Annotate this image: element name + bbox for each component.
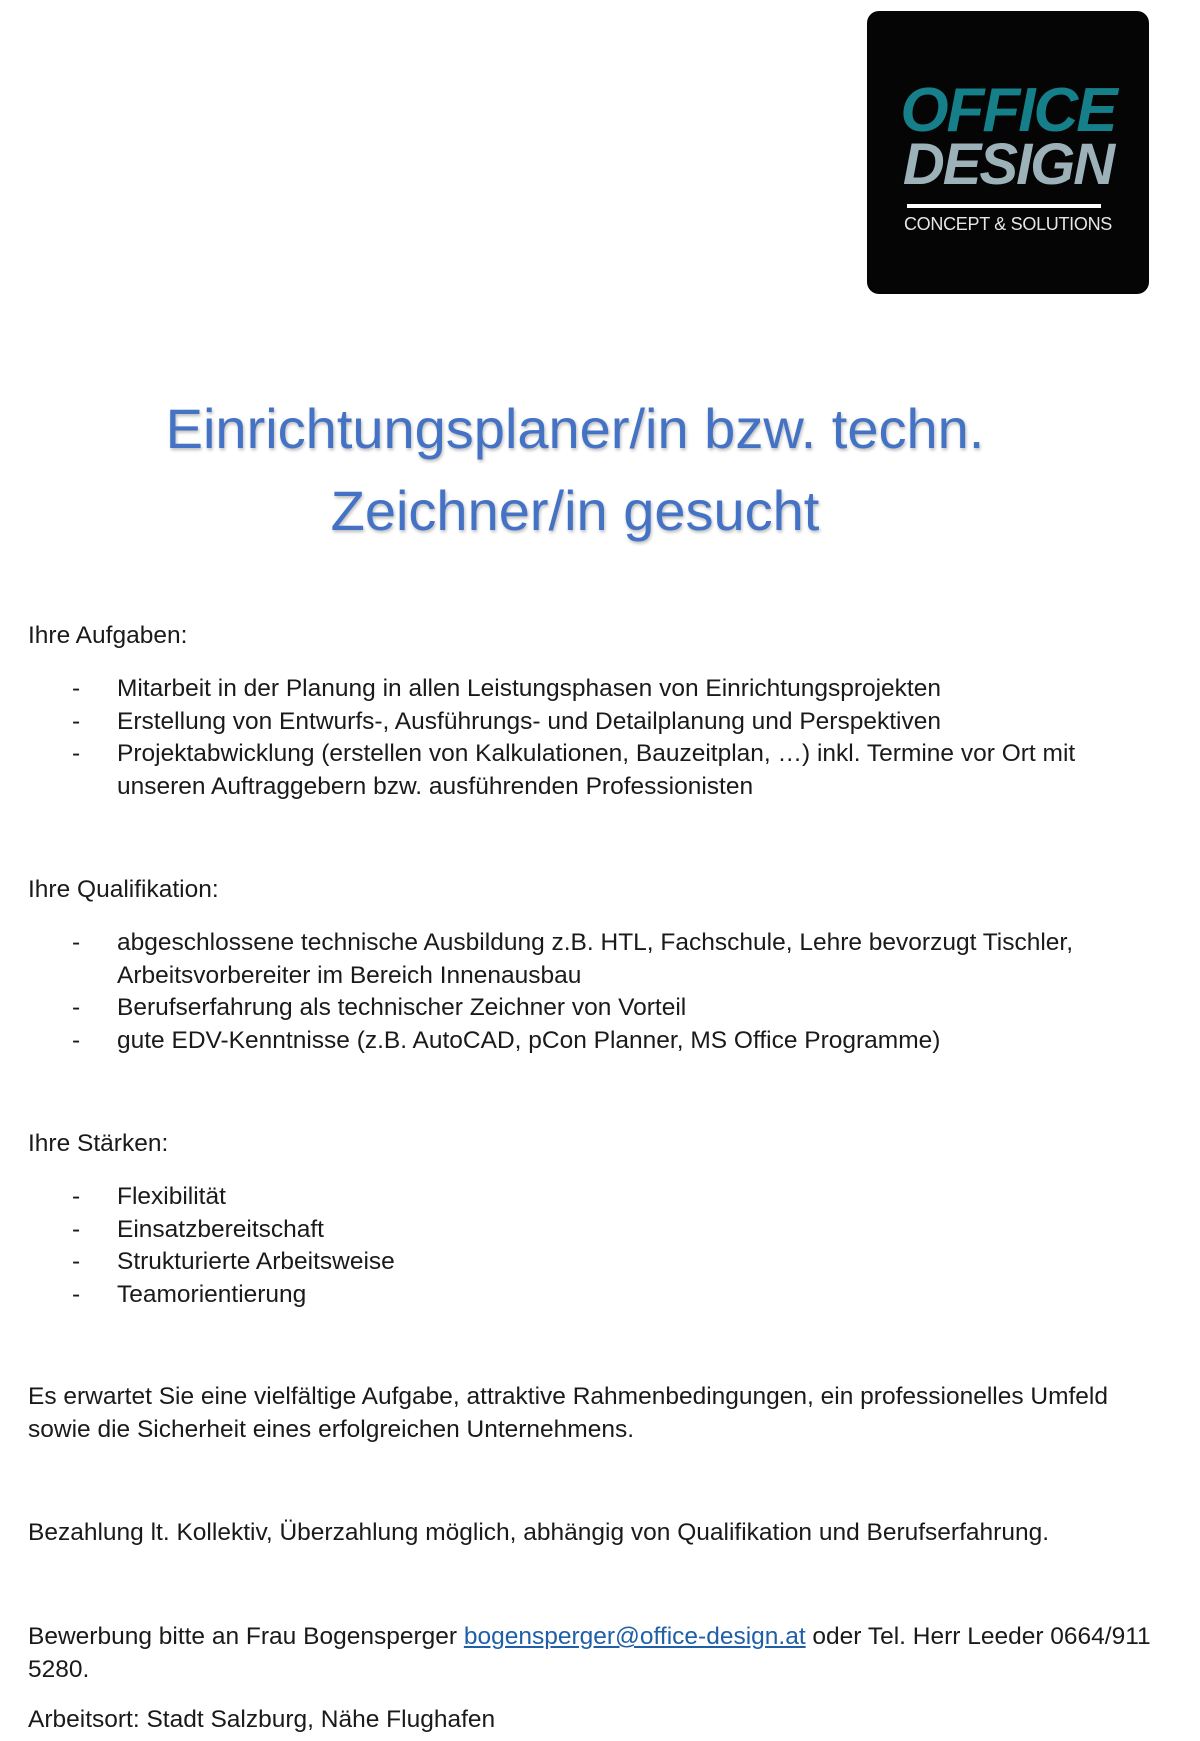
job-title-line-2: Zeichner/in gesucht	[330, 479, 820, 542]
salary-paragraph: Bezahlung lt. Kollektiv, Überzahlung möglich, abhängig von Qualifikation und Berufserfahrung.	[28, 1519, 1049, 1546]
dash-bullet: -	[72, 740, 81, 767]
job-title-line-1: Einrichtungsplaner/in bzw. techn.	[165, 397, 985, 460]
dash-bullet: -	[72, 707, 81, 735]
list-item	[0, 1181, 1180, 1214]
dash-bullet: -	[72, 675, 81, 702]
list-item-text: Erstellung von Entwurfs-, Ausführungs- und Detailplanung und Perspektiven	[117, 707, 941, 735]
contact-paragraph	[28, 1621, 1158, 1686]
list-item	[0, 1025, 1180, 1058]
list-item-text: Projektabwicklung (erstellen von Kalkulationen, Bauzeitplan, …) inkl. Termine vor Ort mit unseren Auftraggebern bzw. ausführenden Professionisten	[117, 740, 1076, 800]
work-location: Arbeitsort: Stadt Salzburg, Nähe Flughafen	[28, 1706, 496, 1733]
logo-tagline: CONCEPT & SOLUTIONS	[903, 214, 1112, 234]
dash-bullet: -	[72, 1183, 81, 1210]
dash-bullet: -	[72, 929, 81, 956]
list-item-text: Berufserfahrung als technischer Zeichner von Vorteil	[117, 994, 687, 1021]
dash-bullet: -	[72, 1280, 81, 1308]
job-title	[60, 388, 1090, 552]
contact-email-link[interactable]: bogensperger@office-design.at	[463, 1623, 806, 1650]
list-item	[0, 992, 1180, 1025]
list-item-text: Flexibilität	[117, 1183, 226, 1210]
dash-bullet: -	[72, 1026, 81, 1054]
logo-divider	[907, 204, 1101, 208]
list-item	[0, 673, 1180, 706]
dash-bullet: -	[72, 1248, 81, 1275]
list-item	[0, 706, 1180, 739]
list-item	[0, 1246, 1180, 1279]
company-logo	[867, 11, 1149, 294]
list-item-text: Einsatzbereitschaft	[117, 1215, 324, 1243]
list-item-text: Strukturierte Arbeitsweise	[117, 1248, 395, 1275]
contact-text-after: oder Tel. Herr Leeder 0664/911 5280.	[28, 1623, 1151, 1683]
section-heading-staerken: Ihre Stärken:	[28, 1130, 169, 1157]
list-item-text: Mitarbeit in der Planung in allen Leistungsphasen von Einrichtungsprojekten	[117, 675, 941, 702]
dash-bullet: -	[72, 1215, 81, 1243]
section-heading-qualifikation: Ihre Qualifikation:	[28, 876, 219, 903]
list-item	[0, 738, 1180, 803]
list-item-text: Teamorientierung	[117, 1280, 307, 1308]
contact-text-before: Bewerbung bitte an Frau Bogensperger	[28, 1623, 464, 1650]
logo-office-text: OFFICE	[900, 76, 1116, 145]
list-item	[0, 1214, 1180, 1247]
list-aufgaben	[0, 673, 1180, 803]
list-item-text: abgeschlossene technische Ausbildung z.B. HTL, Fachschule, Lehre bevorzugt Tischler, Arbeitsvorbereiter im Bereich Innenausbau	[117, 929, 1074, 989]
offer-paragraph: Es erwartet Sie eine vielfältige Aufgabe, attraktive Rahmenbedingungen, ein professionelles Umfeld sowie die Sicherheit eines erfolgreichen Unternehmens.	[28, 1383, 1108, 1443]
section-heading-aufgaben: Ihre Aufgaben:	[28, 622, 188, 649]
list-staerken	[0, 1181, 1180, 1311]
logo-design-text: DESIGN	[902, 132, 1114, 197]
list-qualifikation	[0, 927, 1180, 1057]
list-item-text: gute EDV-Kenntnisse (z.B. AutoCAD, pCon Planner, MS Office Programme)	[117, 1026, 941, 1054]
dash-bullet: -	[72, 994, 81, 1021]
list-item	[0, 1279, 1180, 1312]
list-item	[0, 927, 1180, 992]
